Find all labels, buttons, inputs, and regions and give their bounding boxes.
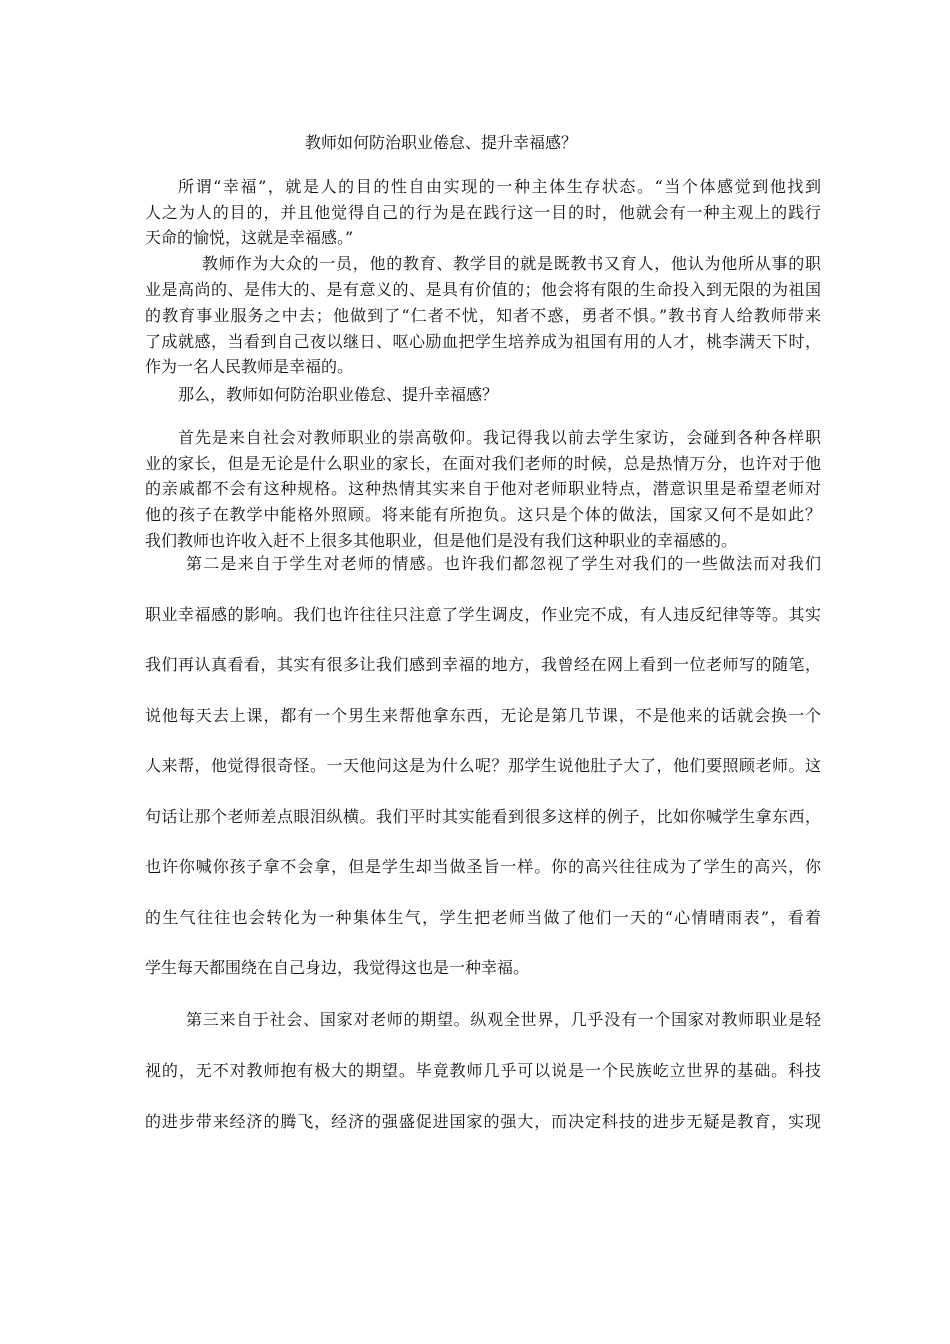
text-line: 教师作为大众的一员，他的教育、教学目的就是既教书又育人，他认为他所从事的职 — [202, 254, 821, 273]
text-line: 我们再认真看看，其实有很多让我们感到幸福的地方，我曾经在网上看到一位老师写的随笔， — [145, 655, 821, 674]
text-line: 所谓“幸福”，就是人的目的性自由实现的一种主体生存状态。“当个体感觉到他找到 — [178, 177, 821, 196]
text-line: 说他每天去上课，都有一个男生来帮他拿东西，无论是第几节课，不是他来的话就会换一个 — [145, 706, 821, 725]
text-line: 也许你喊你孩子拿不会拿，但是学生却当做圣旨一样。你的高兴往往成为了学生的高兴，你 — [145, 857, 821, 876]
text-line: 那么，教师如何防治职业倦怠、提升幸福感？ — [178, 385, 499, 404]
text-line: 视的，无不对教师抱有极大的期望。毕竟教师几乎可以说是一个民族屹立世界的基础。科技 — [145, 1061, 821, 1080]
text-line: 的亲戚都不会有这种规格。这种热情其实来自于他对老师职业特点，潜意识里是希望老师对 — [145, 479, 821, 498]
text-line: 业是高尚的、是伟大的、是有意义的、是具有价值的；他会将有限的生命投入到无限的为祖国 — [145, 280, 821, 299]
text-line: 职业幸福感的影响。我们也许往往只注意了学生调皮，作业完不成，有人违反纪律等等。其实 — [145, 605, 821, 624]
text-line: 他的孩子在教学中能格外照顾。将来能有所抱负。这只是个体的做法，国家又何不是如此？ — [145, 505, 821, 524]
text-line: 首先是来自社会对教师职业的崇高敬仰。我记得我以前去学生家访，会碰到各种各样职 — [178, 428, 821, 447]
text-line: 了成就感，当看到自己夜以继日、呕心励血把学生培养成为祖国有用的人才，桃李满天下时， — [145, 332, 821, 351]
text-line: 的教育事业服务之中去；他做到了“仁者不忧，知者不惑，勇者不惧。”教书育人给教师带来 — [145, 306, 821, 325]
text-line: 句话让那个老师差点眼泪纵横。我们平时其实能看到很多这样的例子，比如你喊学生拿东西， — [145, 807, 821, 826]
text-line: 的进步带来经济的腾飞，经济的强盛促进国家的强大，而决定科技的进步无疑是教育，实现 — [145, 1112, 821, 1131]
text-line: 人之为人的目的，并且他觉得自己的行为是在践行这一目的时，他就会有一种主观上的践行 — [145, 203, 821, 222]
page-title: 教师如何防治职业倦怠、提升幸福感？ — [305, 133, 578, 152]
text-line: 学生每天都围绕在自己身边，我觉得这也是一种幸福。 — [145, 958, 530, 977]
text-line: 人来帮，他觉得很奇怪。一天他问这是为什么呢？那学生说他肚子大了，他们要照顾老师。这 — [145, 756, 821, 775]
text-line: 的生气往往也会转化为一种集体生气，学生把老师当做了他们一天的“心情晴雨表”，看着 — [145, 908, 821, 927]
text-line: 第二是来自于学生对老师的情感。也许我们都忽视了学生对我们的一些做法而对我们 — [186, 554, 821, 573]
text-line: 我们教师也许收入赶不上很多其他职业，但是他们是没有我们这种职业的幸福感的。 — [145, 531, 738, 550]
text-line: 作为一名人民教师是幸福的。 — [145, 357, 354, 376]
text-line: 第三来自于社会、国家对老师的期望。纵观全世界，几乎没有一个国家对教师职业是轻 — [186, 1010, 821, 1029]
text-line: 业的家长，但是无论是什么职业的家长，在面对我们老师的时候，总是热情万分，也许对于他 — [145, 454, 821, 473]
text-line: 天命的愉悦，这就是幸福感。” — [145, 228, 354, 247]
